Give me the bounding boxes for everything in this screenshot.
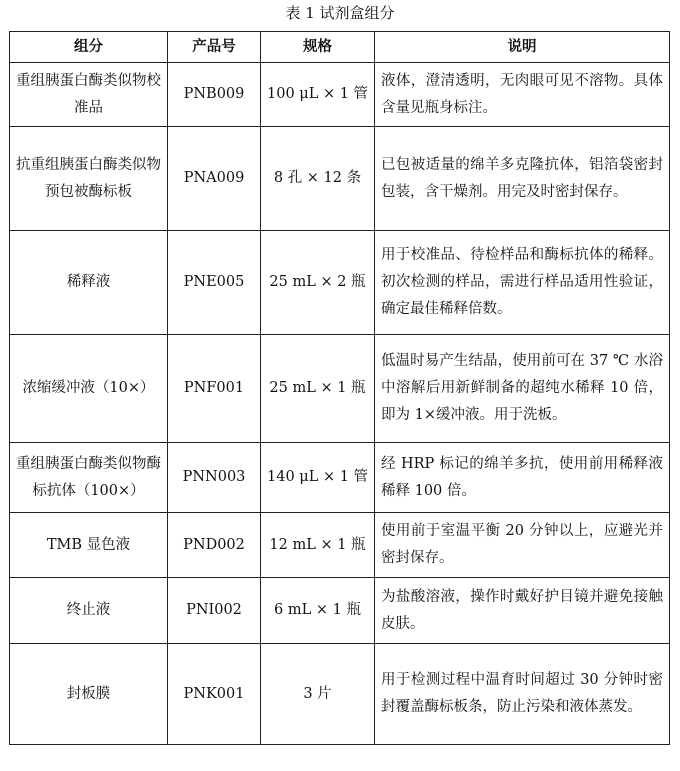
component-name: 浓缩缓冲液（10×） bbox=[10, 335, 168, 443]
component-name: 重组胰蛋白酶类似物校准品 bbox=[10, 63, 168, 127]
component-name: 抗重组胰蛋白酶类似物预包被酶标板 bbox=[10, 127, 168, 231]
header-component: 组分 bbox=[10, 32, 168, 63]
spec: 8 孔 × 12 条 bbox=[261, 127, 375, 231]
table-row bbox=[10, 63, 670, 127]
product-code: PND002 bbox=[168, 513, 261, 578]
table-header-row bbox=[10, 32, 670, 63]
spec: 25 mL × 1 瓶 bbox=[261, 335, 375, 443]
product-code: PNE005 bbox=[168, 231, 261, 335]
description: 用于校准品、待检样品和酶标抗体的稀释。初次检测的样品，需进行样品适用性验证，确定最佳稀释倍数。 bbox=[375, 231, 670, 335]
component-name: 稀释液 bbox=[10, 231, 168, 335]
description: 使用前于室温平衡 20 分钟以上，应避光并密封保存。 bbox=[375, 513, 670, 578]
product-code: PNN003 bbox=[168, 443, 261, 513]
description: 用于检测过程中温育时间超过 30 分钟时密封覆盖酶标板条，防止污染和液体蒸发。 bbox=[375, 644, 670, 745]
description: 经 HRP 标记的绵羊多抗，使用前用稀释液稀释 100 倍。 bbox=[375, 443, 670, 513]
component-name: 封板膜 bbox=[10, 644, 168, 745]
table-row bbox=[10, 443, 670, 513]
header-spec: 规格 bbox=[261, 32, 375, 63]
table-row bbox=[10, 127, 670, 231]
spec: 6 mL × 1 瓶 bbox=[261, 578, 375, 644]
description: 液体，澄清透明，无肉眼可见不溶物。具体含量见瓶身标注。 bbox=[375, 63, 670, 127]
header-description: 说明 bbox=[375, 32, 670, 63]
description: 低温时易产生结晶，使用前可在 37 ℃ 水浴中溶解后用新鲜制备的超纯水稀释 10 倍，即为 1×缓冲液。用于洗板。 bbox=[375, 335, 670, 443]
product-code: PNF001 bbox=[168, 335, 261, 443]
table-row bbox=[10, 335, 670, 443]
table-row bbox=[10, 513, 670, 578]
kit-components-table bbox=[9, 31, 670, 745]
spec: 25 mL × 2 瓶 bbox=[261, 231, 375, 335]
product-code: PNI002 bbox=[168, 578, 261, 644]
spec: 140 μL × 1 管 bbox=[261, 443, 375, 513]
table-row bbox=[10, 644, 670, 745]
table-row bbox=[10, 578, 670, 644]
spec: 12 mL × 1 瓶 bbox=[261, 513, 375, 578]
component-name: TMB 显色液 bbox=[10, 513, 168, 578]
product-code: PNA009 bbox=[168, 127, 261, 231]
table-caption: 表 1 试剂盒组分 bbox=[285, 4, 395, 22]
spec: 100 μL × 1 管 bbox=[261, 63, 375, 127]
component-name: 终止液 bbox=[10, 578, 168, 644]
product-code: PNK001 bbox=[168, 644, 261, 745]
spec: 3 片 bbox=[261, 644, 375, 745]
description: 为盐酸溶液，操作时戴好护目镜并避免接触皮肤。 bbox=[375, 578, 670, 644]
header-product-code: 产品号 bbox=[168, 32, 261, 63]
table-row bbox=[10, 231, 670, 335]
product-code: PNB009 bbox=[168, 63, 261, 127]
description: 已包被适量的绵羊多克隆抗体，铝箔袋密封包装，含干燥剂。用完及时密封保存。 bbox=[375, 127, 670, 231]
component-name: 重组胰蛋白酶类似物酶标抗体（100×） bbox=[10, 443, 168, 513]
